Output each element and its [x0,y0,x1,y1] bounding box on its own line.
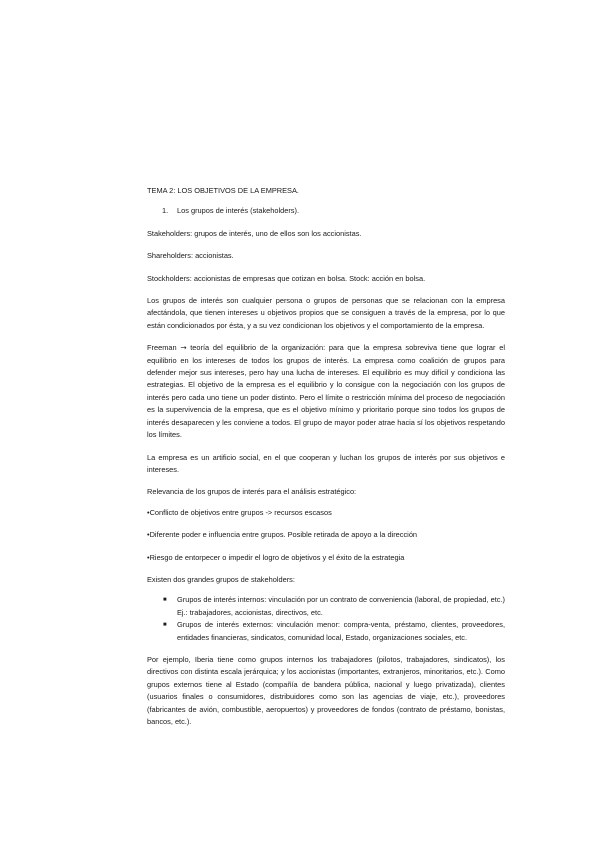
arrow-right-icon: → [180,343,187,353]
definition-stakeholders: Stakeholders: grupos de interés, uno de ellos son los accionistas. [147,228,362,238]
list-item [147,594,505,619]
paragraph-iberia-example: Por ejemplo, Iberia tiene como grupos internos los trabajadores (pilotos, trabajadores, sindicatos), los directivos con distinta escala jerárquica; y los accionistas (importantes, extranjeros, minoritarios, etc.). Como grupos externos tiene al Estado (compañía de bandera pública, nacional y luego privatizada), clientes (usuarios finales o consumidores, distribuidores como son las agencias de viaje, etc.), proveedores (fabricantes de avión, combustible, aeropuertos) y proveedores de fondos (contrato de préstamo, bonistas, bancos, etc.). [147,654,505,726]
square-bullet-icon: ■ [163,597,167,604]
freeman-label: Freeman [147,343,177,353]
section-heading [147,205,505,217]
relevance-item-2: •Diferente poder e influencia entre grupos. Posible retirada de apoyo a la dirección [147,530,418,540]
paragraph-artificio-social: La empresa es un artificio social, en el que cooperan y luchan los grupos de interés por sus objetivos e intereses. [147,452,505,474]
definition-shareholders: Shareholders: accionistas. [147,251,234,261]
relevance-item-1: •Conflicto de objetivos entre grupos -> recursos escasos [147,507,332,517]
stakeholder-types-heading: Existen dos grandes grupos de stakeholders: [147,574,295,584]
internal-stakeholders-text: Grupos de interés internos: vinculación por un contrato de conveniencia (laboral, de propiedad, etc.) Ej.: trabajadores, accionistas, directivos, etc. [177,595,505,617]
list-item [147,619,505,644]
section-title: Los grupos de interés (stakeholders). [177,206,300,216]
freeman-text: teoría del equilibrio de la organización: para que la empresa sobreviva tiene que lograr el equilibrio en los intereses de todos los grupos de interés. La empresa como coalición de grupos para defender mejor sus intereses, pero hay una lucha de intereses. El equilibrio es muy difícil y condiciona las estrategias. El objetivo de la empresa es el equilibrio y lo consigue con la negociación con los grupos de interés pero cada uno tiene un poder distinto. Pero el límite o restricción mínima del proceso de negociación es la supervivencia de la empresa, que es el objetivo mínimo y prioritario porque sino todos los grupos de interés desaparecen y les conviene a todos. El grupo de mayor poder atrae hacia sí los objetivos respetando los límites. [147,343,505,440]
paragraph-freeman [147,342,505,441]
paragraph-stakeholder-definition: Los grupos de interés son cualquier persona o grupos de personas que se relacionan con la empresa afectándola, que tienen intereses u objetivos propios que se consiguen a través de la empresa, por lo que están condicionados por ésta, y a su vez condicionan los objetivos y el comportamiento de la empresa. [147,296,505,330]
document-title: TEMA 2: LOS OBJETIVOS DE LA EMPRESA. [147,186,299,195]
relevance-item-3: •Riesgo de entorpecer o impedir el logro de objetivos y el éxito de la estrategia [147,552,405,562]
relevance-heading: Relevancia de los grupos de interés para el análisis estratégico: [147,487,357,497]
stakeholder-types-list [147,594,505,644]
square-bullet-icon: ■ [163,622,167,629]
definition-stockholders: Stockholders: accionistas de empresas que cotizan en bolsa. Stock: acción en bolsa. [147,273,426,283]
document-body [147,185,505,728]
external-stakeholders-text: Grupos de interés externos: vinculación menor: compra-venta, préstamo, clientes, proveedores, entidades financieras, sindicatos, comunidad local, Estado, organizaciones sociales, etc. [177,620,505,642]
section-number: 1. [162,206,169,216]
